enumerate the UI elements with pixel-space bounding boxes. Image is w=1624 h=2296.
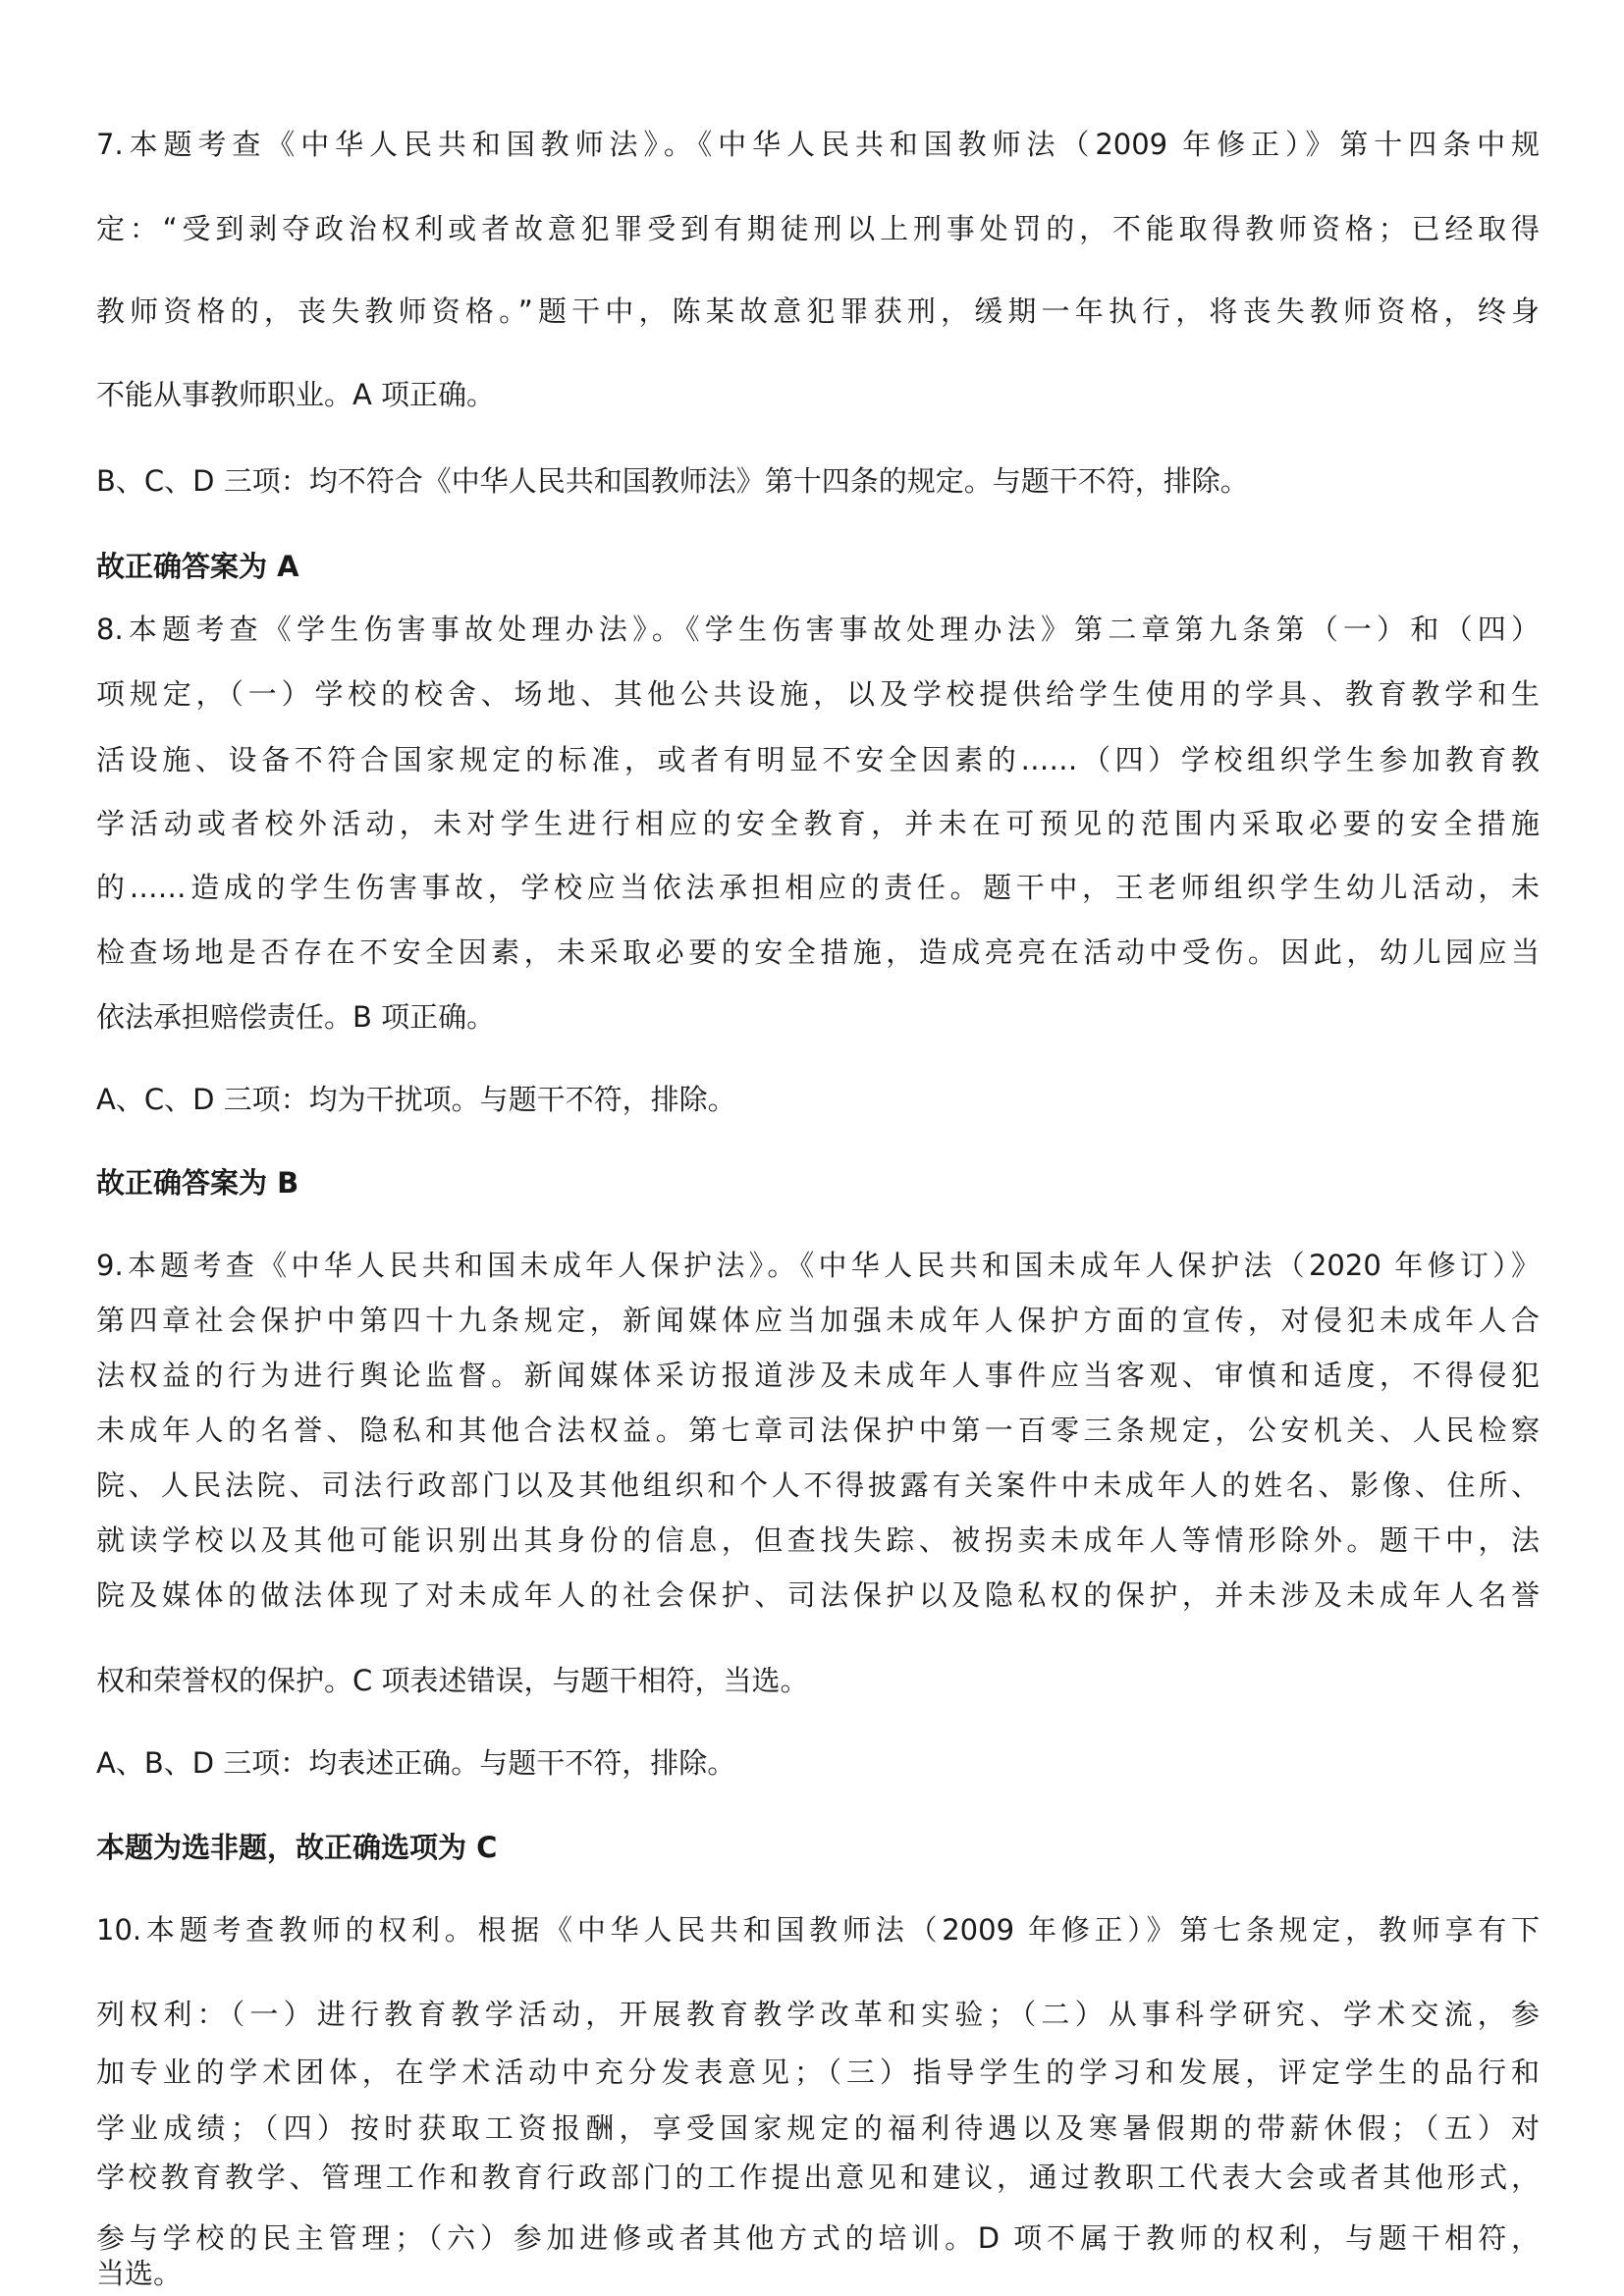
q8-line-5: 的……造成的学生伤害事故，学校应当依法承担相应的责任。题干中，王老师组织学生幼儿活动，未 (96, 871, 1540, 904)
q10-line-6: 参与学校的民主管理；（六）参加进修或者其他方式的培训。D 项不属于教师的权利，与题干相符， (96, 2221, 1540, 2255)
q7-line-2: 定：“受到剥夺政治权利或者故意犯罪受到有期徒刑以上刑事处罚的，不能取得教师资格；已经取得 (96, 212, 1540, 245)
q9-line-4: 未成年人的名誉、隐私和其他合法权益。第七章司法保护中第一百零三条规定，公安机关、人民检察 (96, 1414, 1540, 1447)
q8-options-note: A、C、D 三项：均为干扰项。与题干不符，排除。 (96, 1083, 736, 1116)
q8-line-6: 检查场地是否存在不安全因素，未采取必要的安全措施，造成亮亮在活动中受伤。因此，幼儿园应当 (96, 935, 1540, 969)
q8-line-7: 依法承担赔偿责任。B 项正确。 (96, 1000, 496, 1034)
q10-line-5: 学校教育教学、管理工作和教育行政部门的工作提出意见和建议，通过教职工代表大会或者其他形式， (96, 2161, 1540, 2194)
q10-line-3: 加专业的学术团体，在学术活动中充分发表意见；（三）指导学生的学习和发展，评定学生的品行和 (96, 2056, 1540, 2089)
q7-line-3: 教师资格的，丧失教师资格。”题干中，陈某故意犯罪获刑，缓期一年执行，将丧失教师资格，终身 (96, 294, 1540, 328)
q10-line-1: 10.本题考查教师的权利。根据《中华人民共和国教师法（2009 年修正）》第七条规定，教师享有下 (96, 1913, 1540, 1947)
q7-options-note: B、C、D 三项：均不符合《中华人民共和国教师法》第十四条的规定。与题干不符，排除。 (96, 464, 1249, 498)
q10-line-7: 当选。 (96, 2257, 183, 2290)
q9-line-8: 权和荣誉权的保护。C 项表述错误，与题干相符，当选。 (96, 1664, 809, 1697)
q9-line-6: 就读学校以及其他可能识别出其身份的信息，但查找失踪、被拐卖未成年人等情形除外。题干中，法 (96, 1523, 1540, 1557)
q9-line-3: 法权益的行为进行舆论监督。新闻媒体采访报道涉及未成年人事件应当客观、审慎和适度，不得侵犯 (96, 1359, 1540, 1392)
q7-line-1: 7.本题考查《中华人民共和国教师法》。《中华人民共和国教师法（2009 年修正）》第十四条中规 (96, 128, 1540, 161)
q9-line-5: 院、人民法院、司法行政部门以及其他组织和个人不得披露有关案件中未成年人的姓名、影像、住所、 (96, 1468, 1540, 1502)
q8-line-4: 学活动或者校外活动，未对学生进行相应的安全教育，并未在可预见的范围内采取必要的安全措施 (96, 807, 1540, 840)
q7-answer: 故正确答案为 A (96, 550, 299, 583)
q10-line-4: 学业成绩；（四）按时获取工资报酬，享受国家规定的福利待遇以及寒暑假期的带薪休假；（五）对 (96, 2111, 1540, 2145)
q8-line-3: 活设施、设备不符合国家规定的标准，或者有明显不安全因素的……（四）学校组织学生参加教育教 (96, 743, 1540, 776)
q10-line-2: 列权利：（一）进行教育教学活动，开展教育教学改革和实验；（二）从事科学研究、学术交流，参 (96, 1998, 1540, 2031)
q9-line-7: 院及媒体的做法体现了对未成年人的社会保护、司法保护以及隐私权的保护，并未涉及未成年人名誉 (96, 1578, 1540, 1612)
q9-answer: 本题为选非题，故正确选项为 C (96, 1831, 498, 1864)
q8-line-2: 项规定，（一）学校的校舍、场地、其他公共设施，以及学校提供给学生使用的学具、教育教学和生 (96, 677, 1540, 711)
q8-line-1: 8.本题考查《学生伤害事故处理办法》。《学生伤害事故处理办法》第二章第九条第（一）和（四） (96, 613, 1540, 646)
q9-options-note: A、B、D 三项：均表述正确。与题干不符，排除。 (96, 1746, 736, 1780)
q8-answer: 故正确答案为 B (96, 1166, 299, 1200)
q7-line-4: 不能从事教师职业。A 项正确。 (96, 378, 496, 411)
q9-line-2: 第四章社会保护中第四十九条规定，新闻媒体应当加强未成年人保护方面的宣传，对侵犯未成年人合 (96, 1304, 1540, 1337)
q9-line-1: 9.本题考查《中华人民共和国未成年人保护法》。《中华人民共和国未成年人保护法（2020 年修订）》 (96, 1249, 1540, 1282)
